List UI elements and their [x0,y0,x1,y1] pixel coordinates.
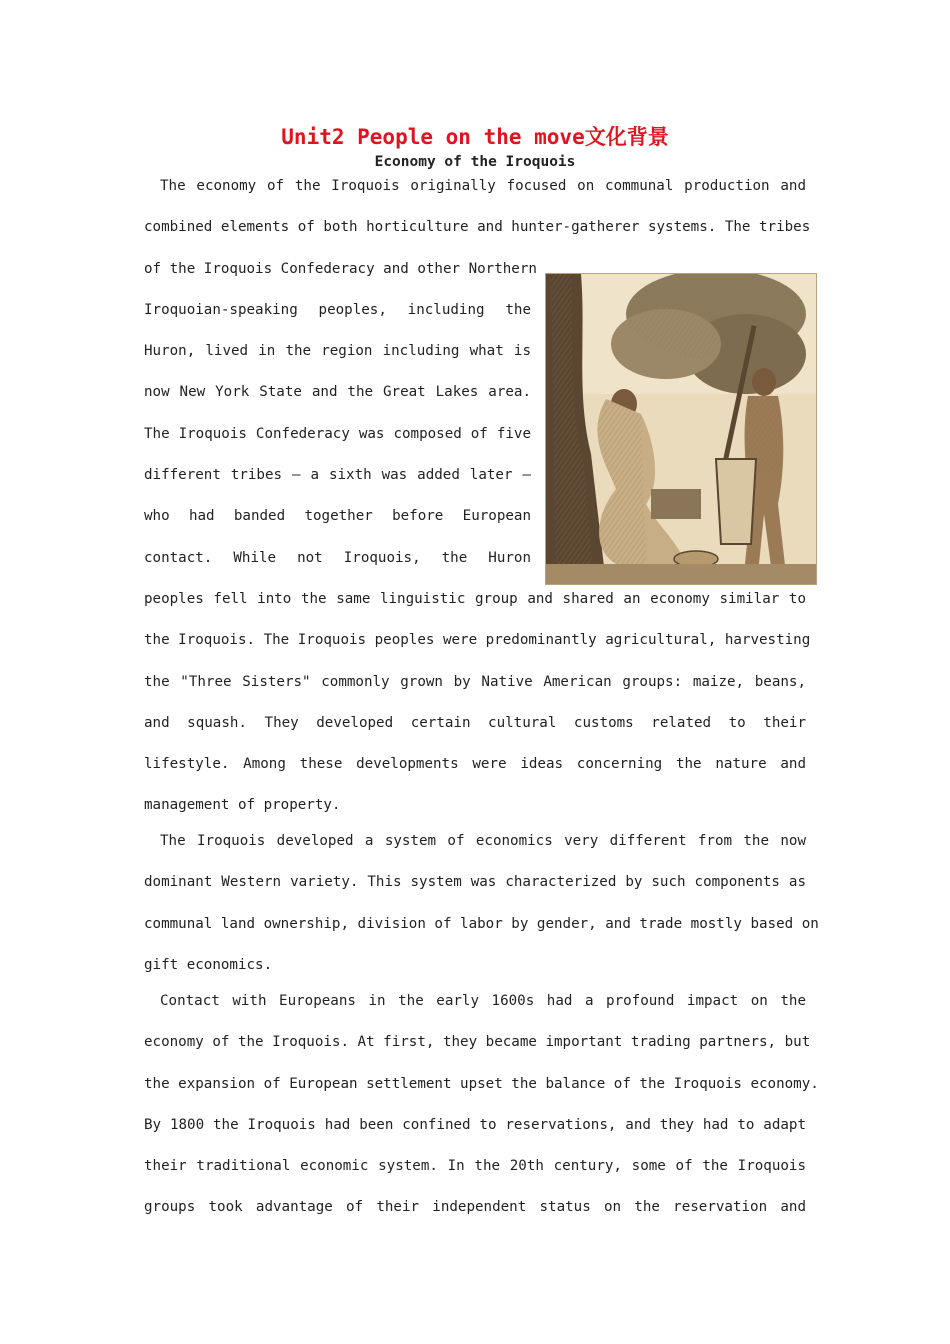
text-line: groups took advantage of their independent status on the reservation and [144,1199,806,1216]
text-line: The economy of the Iroquois originally focused on communal production and [160,178,806,194]
text-line: their traditional economic system. In the 20th century, some of the Iroquois [144,1158,806,1175]
text-line: who had banded together before European [144,508,531,525]
text-line: gift economics. [144,956,273,973]
text-line: peoples fell into the same linguistic group and shared an economy similar to [144,590,806,607]
text-line: By 1800 the Iroquois had been confined to reservations, and they had to adapt [144,1116,806,1133]
text-line: the "Three Sisters" commonly grown by Native American groups: maize, beans, [144,673,806,690]
paragraph-2 [144,821,819,986]
text-line: Huron, lived in the region including what is [144,343,531,360]
text-line: different tribes — a sixth was added later — [144,467,531,484]
text-line: and squash. They developed certain cultural customs related to their [144,714,806,731]
text-line: The Iroquois developed a system of economics very different from the now [160,833,806,849]
text-line: communal land ownership, division of labor by gender, and trade mostly based on [144,915,819,932]
text-line: Contact with Europeans in the early 1600s had a profound impact on the [160,993,806,1009]
engraving-illustration-icon [546,274,816,584]
paragraph-3 [144,981,819,1229]
section-subtitle: Economy of the Iroquois [374,154,576,170]
text-line: contact. While not Iroquois, the Huron [144,549,531,566]
text-line: economy of the Iroquois. At first, they became important trading partners, but [144,1034,811,1051]
page-title: Unit2 People on the move文化背景 [281,125,669,149]
text-line: the Iroquois. The Iroquois peoples were predominantly agricultural, harvesting [144,632,811,649]
text-line: Iroquoian-speaking peoples, including the [144,301,531,318]
text-line: dominant Western variety. This system was characterized by such components as [144,874,806,891]
engraving-illustration-icon [545,273,817,585]
text-line: lifestyle. Among these developments were ideas concerning the nature and [144,756,806,773]
text-line: combined elements of both horticulture and hunter-gatherer systems. The tribes [144,219,811,236]
text-line: the expansion of European settlement upset the balance of the Iroquois economy. [144,1075,819,1092]
text-line: management of property. [144,797,341,814]
text-line: The Iroquois Confederacy was composed of five [144,425,531,442]
text-line: now New York State and the Great Lakes area. [144,384,531,401]
text-line: of the Iroquois Confederacy and other Northern [144,260,537,277]
